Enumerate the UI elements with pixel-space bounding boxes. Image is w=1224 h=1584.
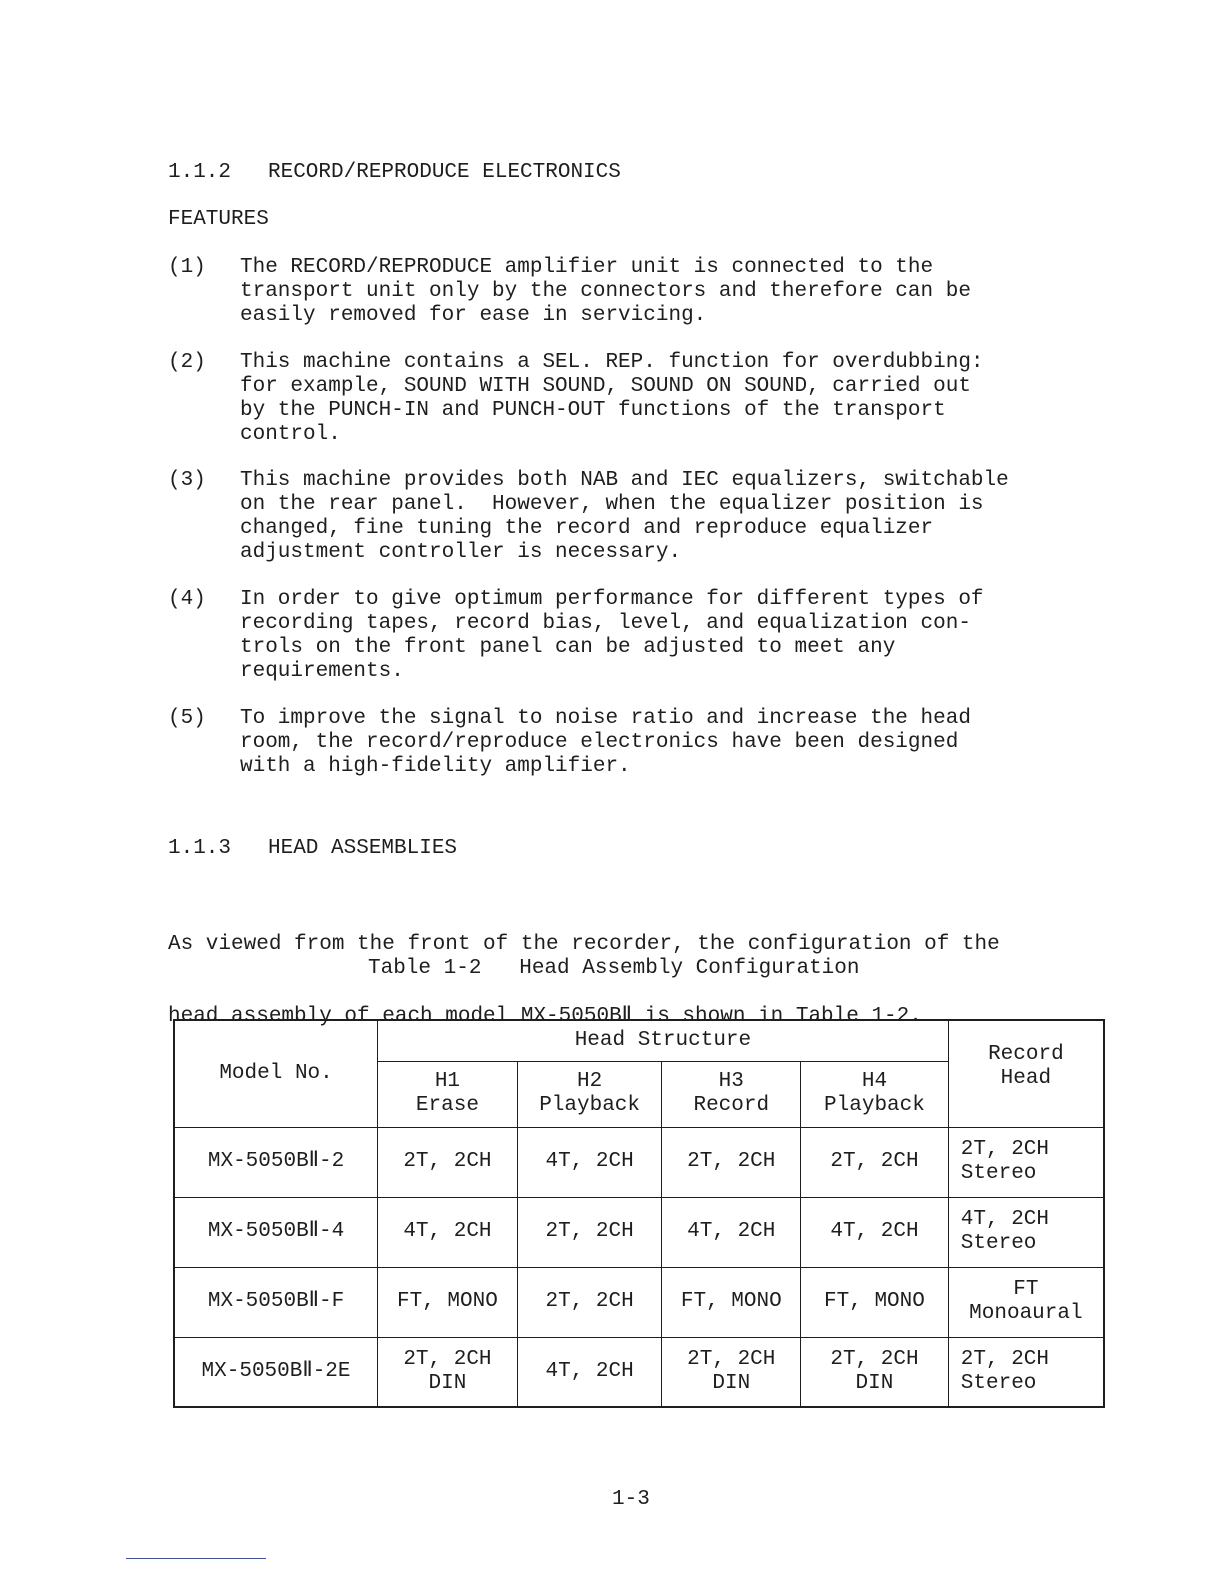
feature-text: To improve the signal to noise ratio and increase the head room, the record/reproduce electronics have been designed with a high-fidelity amplifier. — [240, 707, 971, 778]
intro-paragraph: As viewed from the front of the recorder, the configuration of the head assembly of each model MX-5050BⅡ is shown in Table 1-2. — [168, 933, 1000, 1028]
h2-cell: 2T, 2CH — [517, 1267, 662, 1337]
record-head-cell: FT Monoaural — [948, 1267, 1104, 1337]
head-assembly-table — [173, 1019, 1105, 1408]
h4-header: H4 Playback — [801, 1061, 949, 1127]
h1-cell: 4T, 2CH — [378, 1197, 518, 1267]
h2-cell: 4T, 2CH — [517, 1337, 662, 1407]
table-row — [174, 1127, 1104, 1197]
model-header: Model No. — [174, 1020, 378, 1127]
feature-text: The RECORD/REPRODUCE amplifier unit is connected to the transport unit only by the connectors and therefore can be easily removed for ease in servicing. — [240, 256, 971, 327]
record-head-header: Record Head — [948, 1020, 1104, 1127]
h4-cell: FT, MONO — [801, 1267, 949, 1337]
section-heading-head-assemblies: 1.1.3 HEAD ASSEMBLIES — [168, 837, 458, 860]
h2-cell: 4T, 2CH — [517, 1127, 662, 1197]
table-row — [174, 1337, 1104, 1407]
model-cell: MX-5050BⅡ-F — [174, 1267, 378, 1337]
h3-cell: FT, MONO — [662, 1267, 801, 1337]
model-cell: MX-5050BⅡ-2 — [174, 1127, 378, 1197]
table-row — [174, 1267, 1104, 1337]
h1-cell: FT, MONO — [378, 1267, 518, 1337]
page-number: 1-3 — [612, 1488, 650, 1511]
footer-rule — [126, 1558, 266, 1559]
record-head-cell: 4T, 2CH Stereo — [948, 1197, 1104, 1267]
table-caption: Table 1-2 Head Assembly Configuration — [368, 957, 860, 980]
table-row — [174, 1197, 1104, 1267]
h1-cell: 2T, 2CH DIN — [378, 1337, 518, 1407]
h4-cell: 4T, 2CH — [801, 1197, 949, 1267]
h2-header: H2 Playback — [517, 1061, 662, 1127]
record-head-cell: 2T, 2CH Stereo — [948, 1127, 1104, 1197]
h4-cell: 2T, 2CH DIN — [801, 1337, 949, 1407]
head-structure-header: Head Structure — [378, 1020, 949, 1061]
model-cell: MX-5050BⅡ-4 — [174, 1197, 378, 1267]
document-page: 1.1.2 RECORD/REPRODUCE ELECTRONICS FEATURES (1) The RECORD/REPRODUCE amplifier unit is connected to the transport unit only by the connectors and therefore can be easily removed for ease in servicing. (2) This machine contains a SEL. REP. function for overdubbing: for example, SOUND WITH SOUND, SOUND ON SOUND, carried out by the PUNCH-IN and PUNCH-OUT functions of the transport control. (3) This machine provides both NAB and IEC equalizers, switchable on the rear panel. However, when the equalizer position is changed, fine tuning the record and reproduce equalizer adjustment controller is necessary. (4) In order to give optimum performance for different types of recording tapes, record bias, level, and equalization con- trols on the front panel can be adjusted to meet any requirements. (5) To improve the signal to noise ratio and increase the head room, the record/reproduce electronics have been designed with a high-fidelity amplifier. 1.1.3 HEAD ASSEMBLIES As viewed from the front of the recorder, the configuration of the head assembly of each model MX-5050BⅡ is shown in Table 1-2. Table 1-2 Head Assembly Configuration Model No. Head Structure Record Head H1 Erase H2 Playback H3 Record H4 Playback MX-5050BⅡ-2 2T, 2CH 4T, 2CH 2T, 2CH 2T, 2CH 2T, 2CH Stereo MX-5050BⅡ-4 4T, 2CH 2T, 2CH 4T, 2CH 4T, 2CH 4T, 2CH Stereo MX-5050BⅡ-F FT, MONO 2T, 2CH FT, MONO FT, MONO FT Monoaural MX-5050BⅡ-2E 2T, 2CH DIN 4T, 2CH 2T, 2CH DIN 2T, 2CH DIN 2T, 2CH Stereo 1-3 — [0, 0, 1224, 1584]
h3-cell: 2T, 2CH DIN — [662, 1337, 801, 1407]
h1-header: H1 Erase — [378, 1061, 518, 1127]
h3-cell: 4T, 2CH — [662, 1197, 801, 1267]
section-heading-electronics: 1.1.2 RECORD/REPRODUCE ELECTRONICS — [168, 161, 621, 184]
h1-cell: 2T, 2CH — [378, 1127, 518, 1197]
features-heading: FEATURES — [168, 208, 269, 231]
h3-cell: 2T, 2CH — [662, 1127, 801, 1197]
h2-cell: 2T, 2CH — [517, 1197, 662, 1267]
model-cell: MX-5050BⅡ-2E — [174, 1337, 378, 1407]
record-head-cell: 2T, 2CH Stereo — [948, 1337, 1104, 1407]
feature-text: In order to give optimum performance for different types of recording tapes, record bias, level, and equalization con- trols on the front panel can be adjusted to meet any requirements. — [240, 588, 984, 683]
h4-cell: 2T, 2CH — [801, 1127, 949, 1197]
table-header-row — [174, 1020, 1104, 1061]
feature-text: This machine contains a SEL. REP. function for overdubbing: for example, SOUND WITH SOUND, SOUND ON SOUND, carried out by the PUNCH-IN and PUNCH-OUT functions of the transport control. — [240, 351, 984, 446]
h3-header: H3 Record — [662, 1061, 801, 1127]
feature-text: This machine provides both NAB and IEC equalizers, switchable on the rear panel. However, when the equalizer position is changed, fine tuning the record and reproduce equalizer adjustment controller is necessary. — [240, 469, 1009, 564]
